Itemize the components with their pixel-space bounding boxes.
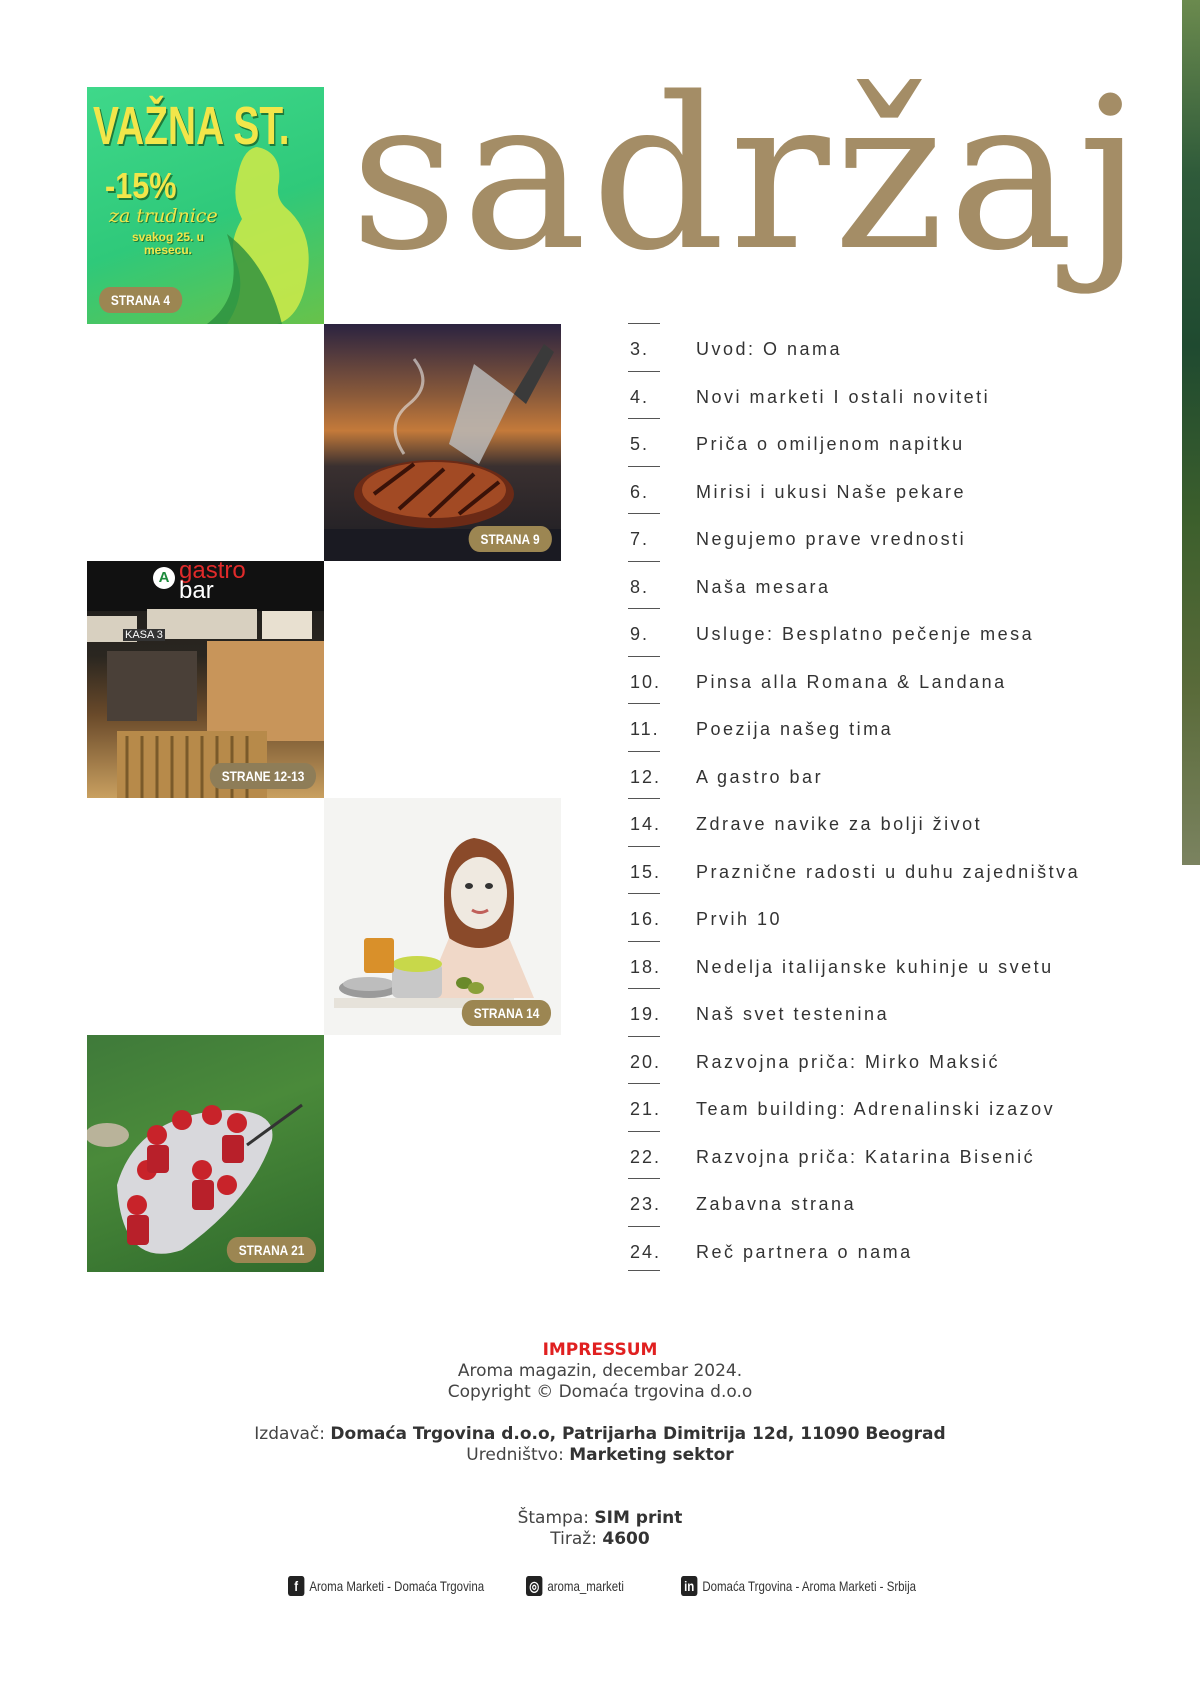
circulation-label: Tiraž:	[550, 1529, 597, 1549]
toc-item[interactable]	[628, 846, 1128, 894]
toc-item[interactable]	[628, 941, 1128, 989]
page-badge: STRANA 4	[99, 287, 182, 313]
toc-page-number: 22.	[630, 1146, 662, 1167]
toc-title: Naša mesara	[696, 576, 831, 597]
toc-page-number: 8.	[630, 576, 650, 597]
toc-rule	[628, 1083, 660, 1084]
toc-rule	[628, 1226, 660, 1227]
toc-item[interactable]	[628, 988, 1128, 1036]
toc-item[interactable]	[628, 1178, 1128, 1226]
toc-item[interactable]	[628, 513, 1128, 561]
toc-item[interactable]	[628, 1131, 1128, 1179]
thumb-gastro-bar[interactable]	[87, 561, 324, 798]
social-label: Aroma Marketi - Domaća Trgovina	[309, 1578, 485, 1594]
toc-page-number: 3.	[630, 339, 650, 359]
toc-title: Nedelja italijanske kuhinje u svetu	[696, 956, 1054, 977]
impressum-heading: IMPRESSUM	[542, 1340, 658, 1360]
adjacent-page-photo-edge	[1182, 0, 1200, 865]
toc-title: Razvojna priča: Mirko Maksić	[696, 1051, 1001, 1072]
social-instagram[interactable]	[526, 1576, 624, 1596]
toc-rule	[628, 893, 660, 894]
toc-rule	[628, 988, 660, 989]
toc-page-number: 15.	[630, 861, 662, 882]
publisher-label: Izdavač:	[254, 1424, 325, 1444]
toc-page-number: 5.	[630, 434, 650, 454]
toc-rule	[628, 561, 660, 562]
social-label: aroma_marketi	[547, 1578, 624, 1594]
impressum-publisher	[0, 1424, 1200, 1444]
toc-title: Pinsa alla Romana & Landana	[696, 671, 1007, 692]
publisher-value: Domaća Trgovina d.o.o, Patrijarha Dimitrija 12d, 11090 Beograd	[330, 1424, 946, 1444]
thumb-rafting[interactable]	[87, 1035, 324, 1272]
page-badge: STRANA 21	[227, 1237, 316, 1263]
toc-page-number: 19.	[630, 1004, 662, 1024]
toc-page-number: 21.	[630, 1099, 662, 1119]
toc-title: Zdrave navike za bolji život	[696, 814, 983, 834]
toc-item[interactable]	[628, 1226, 1128, 1274]
toc-title: Reč partnera o nama	[696, 1241, 913, 1262]
toc-title: Usluge: Besplatno pečenje mesa	[696, 624, 1035, 644]
toc-rule	[628, 513, 660, 514]
toc-page-number: 14.	[630, 814, 662, 834]
toc-rule	[628, 846, 660, 847]
promo-note: svakog 25. u mesecu.	[131, 230, 205, 257]
gastro-sign-top: gastro	[179, 561, 246, 584]
kasa-sign: KASA 3	[125, 629, 163, 641]
toc-page-number: 23.	[630, 1194, 662, 1214]
linkedin-icon: in	[681, 1576, 697, 1596]
toc-title: Prvih 10	[696, 909, 783, 929]
promo-discount: -15%	[105, 165, 177, 206]
toc-item[interactable]	[628, 418, 1128, 466]
toc-rule	[628, 608, 660, 609]
toc-page-number: 18.	[630, 956, 662, 977]
toc-title: A gastro bar	[696, 766, 824, 787]
toc-page-number: 7.	[630, 529, 650, 549]
editorial-value: Marketing sektor	[569, 1445, 734, 1465]
toc-title: Razvojna priča: Katarina Bisenić	[696, 1146, 1036, 1167]
toc-title: Naš svet testenina	[696, 1004, 890, 1024]
page-title: sadržaj	[350, 52, 1147, 297]
toc-title: Poezija našeg tima	[696, 719, 894, 739]
promo-subtitle: za trudnice	[109, 205, 218, 227]
toc-title: Uvod: O nama	[696, 339, 843, 359]
toc-title: Priča o omiljenom napitku	[696, 434, 965, 454]
toc-rule	[628, 323, 660, 324]
editorial-label: Uredništvo:	[466, 1445, 564, 1465]
toc-rule	[628, 1036, 660, 1037]
social-linkedin[interactable]	[681, 1576, 916, 1596]
toc-title: Negujemo prave vrednosti	[696, 529, 967, 549]
promo-title: VAŽNA ST.	[93, 96, 290, 156]
social-label: Domaća Trgovina - Aroma Marketi - Srbija	[702, 1578, 917, 1594]
toc-page-number: 9.	[630, 624, 650, 644]
toc-title: Novi marketi I ostali noviteti	[696, 386, 991, 407]
page-badge: STRANA 14	[462, 1000, 551, 1026]
toc-item[interactable]	[628, 751, 1128, 799]
toc-item[interactable]	[628, 703, 1128, 751]
toc-rule	[628, 1131, 660, 1132]
toc-rule	[628, 466, 660, 467]
print-value: SIM print	[594, 1508, 683, 1528]
print-label: Štampa:	[517, 1508, 589, 1528]
toc-page-number: 24.	[630, 1241, 662, 1262]
toc-rule	[628, 751, 660, 752]
toc-item[interactable]	[628, 466, 1128, 514]
impressum-line2: Copyright © Domaća trgovina d.o.o	[447, 1382, 753, 1402]
toc-page-number: 10.	[630, 671, 662, 692]
impressum-editorial	[0, 1445, 1200, 1465]
toc-title: Praznične radosti u duhu zajedništva	[696, 861, 1081, 882]
table-of-contents	[628, 323, 1128, 1273]
toc-rule	[628, 371, 660, 372]
toc-item[interactable]	[628, 561, 1128, 609]
toc-page-number: 12.	[630, 766, 662, 787]
toc-title: Mirisi i ukusi Naše pekare	[696, 481, 967, 502]
toc-rule	[628, 418, 660, 419]
gastro-logo-circle: A	[153, 567, 175, 589]
toc-item[interactable]	[628, 1036, 1128, 1084]
gastro-sign-bottom: bar	[179, 577, 214, 604]
toc-rule	[628, 1178, 660, 1179]
toc-item[interactable]	[628, 371, 1128, 419]
toc-title: Team building: Adrenalinski izazov	[696, 1099, 1056, 1119]
toc-rule	[628, 941, 660, 942]
social-facebook[interactable]	[288, 1576, 484, 1596]
impressum-print	[0, 1508, 1200, 1528]
toc-item[interactable]	[628, 323, 1128, 371]
toc-rule	[628, 703, 660, 704]
toc-rule	[628, 656, 660, 657]
page-badge: STRANA 9	[468, 526, 551, 552]
circulation-value: 4600	[602, 1529, 650, 1549]
instagram-icon: ◎	[526, 1576, 542, 1596]
toc-rule	[628, 798, 660, 799]
facebook-icon: f	[288, 1576, 304, 1596]
toc-item[interactable]	[628, 1083, 1128, 1131]
toc-end-rule	[628, 1270, 660, 1271]
toc-item[interactable]	[628, 893, 1128, 941]
toc-item[interactable]	[628, 656, 1128, 704]
thumb-face-mask[interactable]	[324, 798, 561, 1035]
toc-page-number: 11.	[630, 719, 660, 739]
impressum-line1: Aroma magazin, decembar 2024.	[457, 1361, 743, 1381]
toc-item[interactable]	[628, 608, 1128, 656]
toc-page-number: 20.	[630, 1051, 662, 1072]
thumb-vazna-st[interactable]	[87, 87, 324, 324]
toc-page-number: 16.	[630, 909, 662, 929]
page-badge: STRANE 12-13	[210, 763, 316, 789]
toc-item[interactable]	[628, 798, 1128, 846]
thumb-steak[interactable]	[324, 324, 561, 561]
impressum-circulation	[0, 1529, 1200, 1549]
toc-page-number: 4.	[630, 386, 650, 407]
toc-page-number: 6.	[630, 481, 650, 502]
toc-title: Zabavna strana	[696, 1194, 857, 1214]
